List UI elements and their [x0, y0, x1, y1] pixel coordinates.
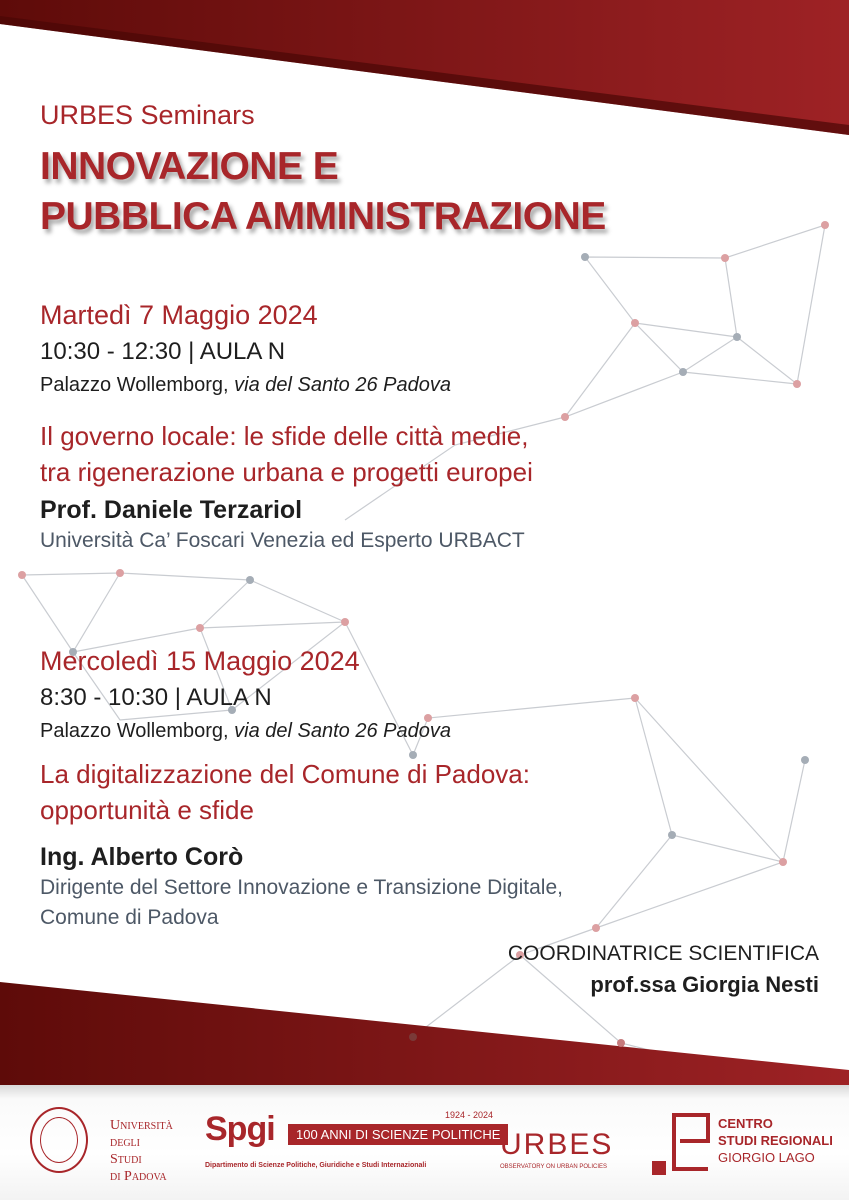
- logo-footer: [0, 1085, 849, 1200]
- coordinator-label: COORDINATRICE SCIENTIFICA: [507, 942, 819, 965]
- event-1-time: 10:30 - 12:30 | AULA N: [40, 338, 286, 365]
- csr-line-3: GIORGIO LAGO: [718, 1150, 815, 1165]
- title-line-2: PUBBLICA AMMINISTRAZIONE: [40, 195, 606, 238]
- event-2-talk-line-2: opportunità e sfide: [40, 795, 254, 825]
- unipd-line-3: di Padova: [110, 1169, 167, 1184]
- event-2-place: [40, 720, 451, 743]
- spgi-banner: 100 ANNI DI SCIENZE POLITICHE: [288, 1124, 508, 1145]
- event-1-speaker: Prof. Daniele Terzariol: [40, 496, 303, 524]
- place-name: Palazzo Wollemborg,: [40, 720, 235, 742]
- spgi-subtitle: Dipartimento di Scienze Politiche, Giuridiche e Studi Internazionali: [205, 1162, 427, 1169]
- urbes-mark: URBES: [500, 1128, 614, 1161]
- urbes-subtitle: OBSERVATORY ON URBAN POLICIES: [500, 1164, 608, 1170]
- event-1-place: [40, 374, 451, 397]
- csr-mark-icon: [652, 1113, 712, 1175]
- place-name: Palazzo Wollemborg,: [40, 374, 235, 396]
- event-2-speaker: Ing. Alberto Corò: [40, 843, 244, 871]
- event-1-date: Martedì 7 Maggio 2024: [40, 300, 318, 330]
- unipd-line-1: Università: [110, 1118, 173, 1133]
- event-1-talk-line-1: Il governo locale: le sfide delle città medie,: [40, 421, 529, 451]
- address: via del Santo 26 Padova: [234, 720, 451, 742]
- spgi-years: 1924 - 2024: [445, 1110, 494, 1120]
- urbes-logo: [500, 1110, 613, 1170]
- coordinator-name: prof.ssa Giorgia Nesti: [590, 972, 819, 997]
- event-2-talk-line-1: La digitalizzazione del Comune di Padova:: [40, 759, 530, 789]
- unipd-seal-icon: [30, 1107, 88, 1173]
- spgi-logo: [205, 1110, 501, 1169]
- csr-logo: [652, 1113, 833, 1175]
- unipd-logo: [30, 1107, 173, 1184]
- event-1-affiliation: Università Ca’ Foscari Venezia ed Esperto URBACT: [40, 529, 525, 552]
- csr-line-1: CENTRO: [718, 1116, 773, 1131]
- event-2-time: 8:30 - 10:30 | AULA N: [40, 684, 272, 711]
- event-2-affiliation-line-2: Comune di Padova: [40, 906, 219, 929]
- series-label: URBES Seminars: [40, 100, 255, 130]
- event-2-date: Mercoledì 15 Maggio 2024: [40, 646, 360, 676]
- event-1-talk-line-2: tra rigenerazione urbana e progetti europei: [40, 457, 533, 487]
- event-2-affiliation-line-1: Dirigente del Settore Innovazione e Transizione Digitale,: [40, 876, 563, 899]
- unipd-line-2: degli Studi: [110, 1135, 142, 1167]
- title-line-1: INNOVAZIONE E: [40, 145, 339, 188]
- address: via del Santo 26 Padova: [234, 374, 451, 396]
- spgi-mark: Spgi: [205, 1110, 275, 1148]
- csr-line-2: STUDI REGIONALI: [718, 1133, 833, 1148]
